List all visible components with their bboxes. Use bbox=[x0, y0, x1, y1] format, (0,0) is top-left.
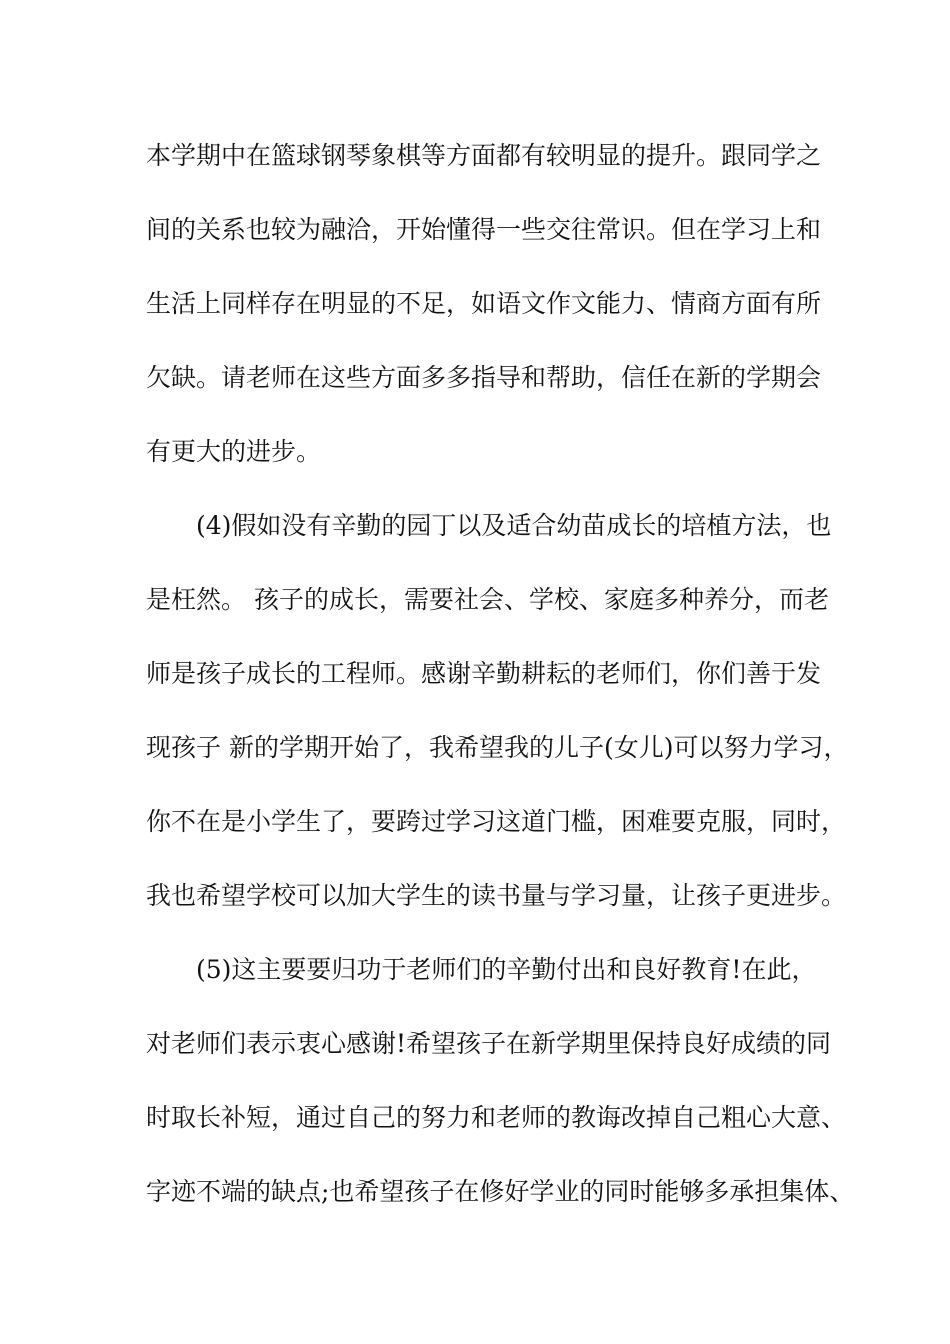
text-line-1: 本学期中在篮球钢琴象棋等方面都有较明显的提升。跟同学之 bbox=[146, 141, 822, 170]
text-line-14: 时取长补短，通过自己的努力和老师的教诲改掉自己粗心大意、 bbox=[146, 1103, 847, 1132]
text-line-4: 欠缺。请老师在这些方面多多指导和帮助，信任在新的学期会 bbox=[146, 363, 822, 392]
text-line-11: 我也希望学校可以加大学生的读书量与学习量，让孩子更进步。 bbox=[146, 881, 847, 910]
paragraph-4-start: (4)假如没有辛勤的园丁以及适合幼苗成长的培植方法，也 bbox=[196, 511, 832, 540]
text-line-3: 生活上同样存在明显的不足，如语文作文能力、情商方面有所 bbox=[146, 289, 822, 318]
text-line-13: 对老师们表示衷心感谢!希望孩子在新学期里保持良好成绩的同 bbox=[146, 1029, 832, 1058]
paragraph-5-start: (5)这主要要归功于老师们的辛勤付出和良好教育!在此， bbox=[196, 955, 817, 984]
text-line-7: 是枉然。 孩子的成长，需要社会、学校、家庭多种养分，而老 bbox=[146, 585, 829, 614]
text-line-8: 师是孩子成长的工程师。感谢辛勤耕耘的老师们，你们善于发 bbox=[146, 659, 822, 688]
text-line-5: 有更大的进步。 bbox=[146, 437, 322, 466]
text-line-15: 字迹不端的缺点;也希望孩子在修好学业的同时能够多承担集体、 bbox=[146, 1177, 855, 1206]
text-line-10: 你不在是小学生了，要跨过学习这道门槛，困难要克服，同时， bbox=[146, 807, 847, 836]
text-line-2: 间的关系也较为融洽，开始懂得一些交往常识。但在学习上和 bbox=[146, 215, 822, 244]
text-line-9: 现孩子 新的学期开始了，我希望我的儿子(女儿)可以努力学习， bbox=[146, 733, 849, 762]
